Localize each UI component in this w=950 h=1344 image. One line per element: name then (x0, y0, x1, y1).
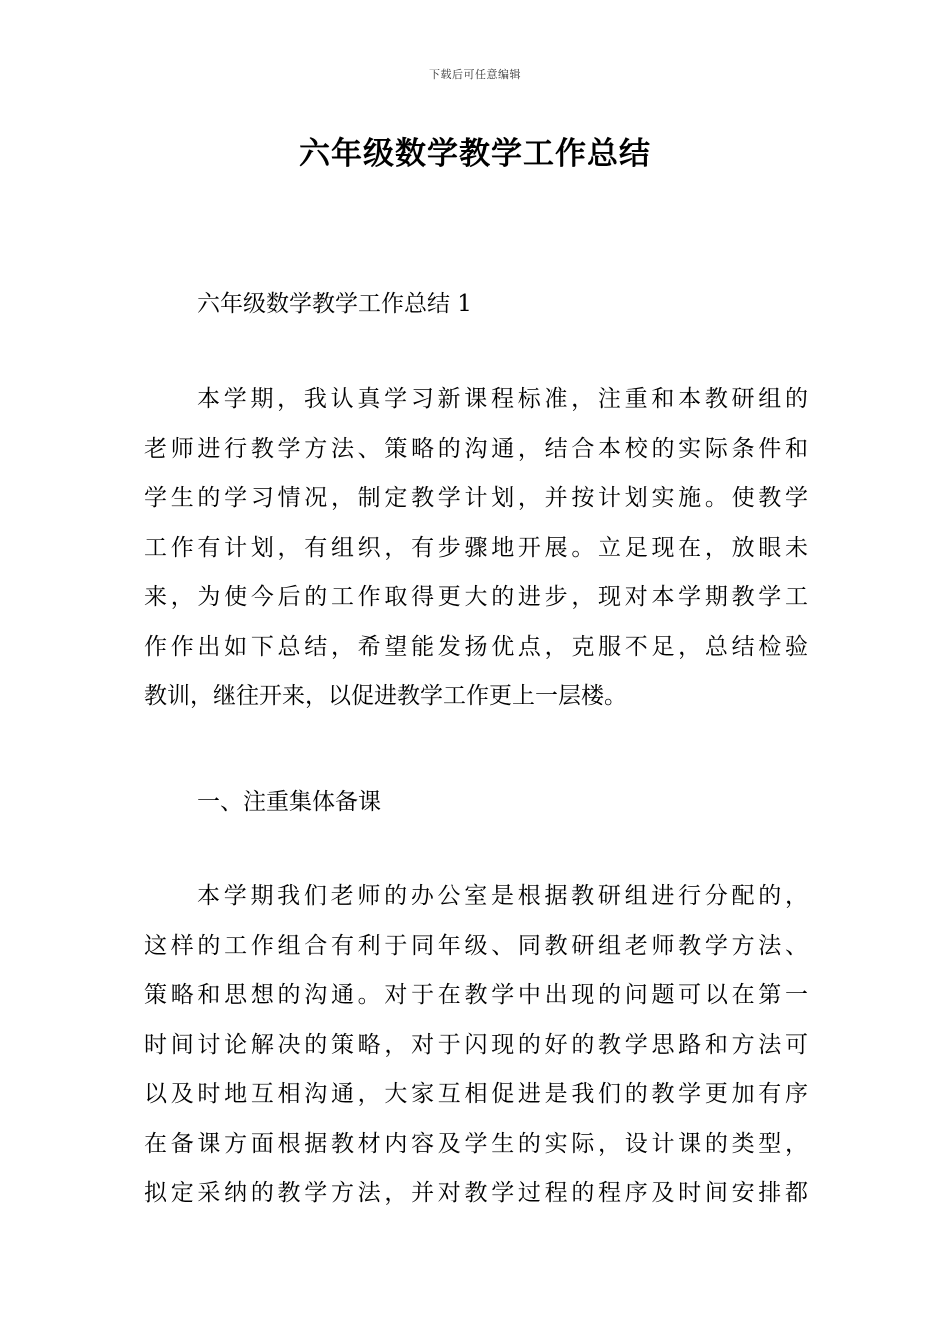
paragraph-line: 本学期，我认真学习新课程标准，注重和本教研组的 (197, 386, 808, 412)
paragraph-line: 老师进行教学方法、策略的沟通，结合本校的实际条件和 (144, 435, 808, 462)
paragraph-line: 这样的工作组合有利于同年级、同教研组老师教学方法、 (144, 932, 808, 959)
paragraph-line: 本学期我们老师的办公室是根据教研组进行分配的， (197, 883, 808, 909)
paragraph-intro (144, 375, 808, 722)
paragraph-line: 以及时地互相沟通，大家互相促进是我们的教学更加有序 (144, 1081, 808, 1107)
paragraph-line: 拟定采纳的教学方法，并对教学过程的程序及时间安排都 (144, 1180, 808, 1206)
header-note: 下载后可任意编辑 (429, 68, 521, 81)
paragraph-line: 时间讨论解决的策略，对于闪现的好的教学思路和方法可 (144, 1031, 808, 1058)
paragraph-line: 学生的学习情况，制定教学计划，并按计划实施。使教学 (144, 485, 808, 511)
document-title: 六年级数学教学工作总结 (299, 136, 651, 172)
paragraph-line: 策略和思想的沟通。对于在教学中出现的问题可以在第一 (144, 982, 808, 1008)
paragraph-line: 作作出如下总结，希望能发扬优点，克服不足，总结检验 (144, 633, 808, 660)
paragraph-line: 工作有计划，有组织，有步骤地开展。立足现在，放眼未 (144, 534, 808, 561)
paragraph-line: 在备课方面根据教材内容及学生的实际，设计课的类型， (144, 1130, 808, 1157)
paragraph-line: 教训，继往开来，以促进教学工作更上一层楼。 (144, 683, 627, 709)
paragraph-section1 (144, 872, 808, 1219)
paragraph-line: 来，为使今后的工作取得更大的进步，现对本学期教学工 (144, 584, 808, 610)
subtitle: 六年级数学教学工作总结 1 (197, 291, 472, 317)
section-heading: 一、注重集体备课 (197, 789, 381, 815)
